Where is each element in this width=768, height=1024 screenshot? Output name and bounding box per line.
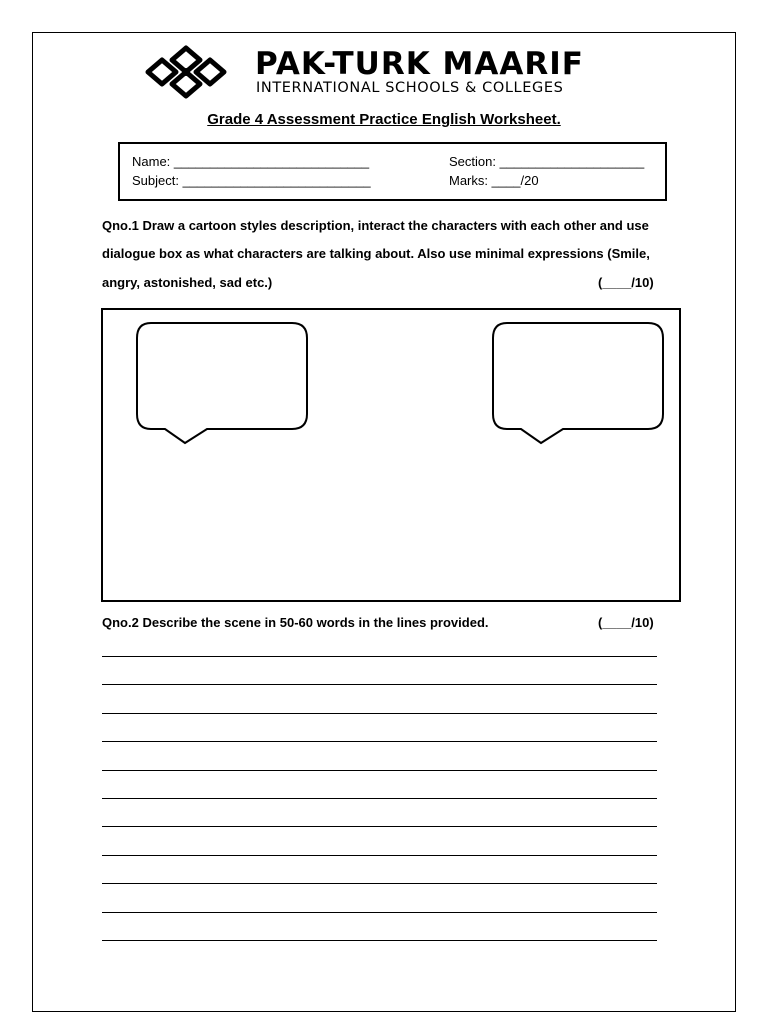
answer-line[interactable]: [102, 912, 657, 913]
answer-line[interactable]: [102, 940, 657, 941]
answer-line[interactable]: [102, 883, 657, 884]
answer-line[interactable]: [102, 713, 657, 714]
name-field: Name: ___________________________: [132, 154, 370, 169]
question-1-line-1: Qno.1 Draw a cartoon styles description, interact the characters with each other and use: [102, 218, 649, 233]
question-1-line-3: angry, astonished, sad etc.): [102, 275, 273, 290]
answer-line[interactable]: [102, 855, 657, 856]
subject-field: Subject: __________________________: [132, 173, 371, 188]
question-1-line-2: dialogue box as what characters are talking about. Also use minimal expressions (Smile,: [102, 246, 650, 261]
section-field: Section: ____________________: [449, 154, 645, 169]
logo-subtitle: INTERNATIONAL SCHOOLS & COLLEGES: [256, 80, 564, 96]
speech-bubble-right: [491, 321, 667, 447]
question-2-text: Qno.2 Describe the scene in 50-60 words in the lines provided.: [102, 615, 489, 630]
drawing-area[interactable]: [101, 308, 681, 602]
speech-bubble-left: [135, 321, 311, 447]
maarif-knot-icon: [138, 44, 234, 100]
worksheet-title: Grade 4 Assessment Practice English Worksheet.: [207, 111, 561, 128]
question-2-marks: (____/10): [598, 615, 654, 630]
answer-line[interactable]: [102, 770, 657, 771]
student-info-box: [118, 142, 667, 201]
answer-line[interactable]: [102, 684, 657, 685]
answer-line[interactable]: [102, 798, 657, 799]
answer-line[interactable]: [102, 741, 657, 742]
answer-line[interactable]: [102, 826, 657, 827]
answer-line[interactable]: [102, 656, 657, 657]
marks-field: Marks: ____/20: [449, 173, 539, 188]
question-1-marks: (____/10): [598, 275, 654, 290]
logo-title: PAK-TURK MAARIF: [255, 46, 584, 82]
